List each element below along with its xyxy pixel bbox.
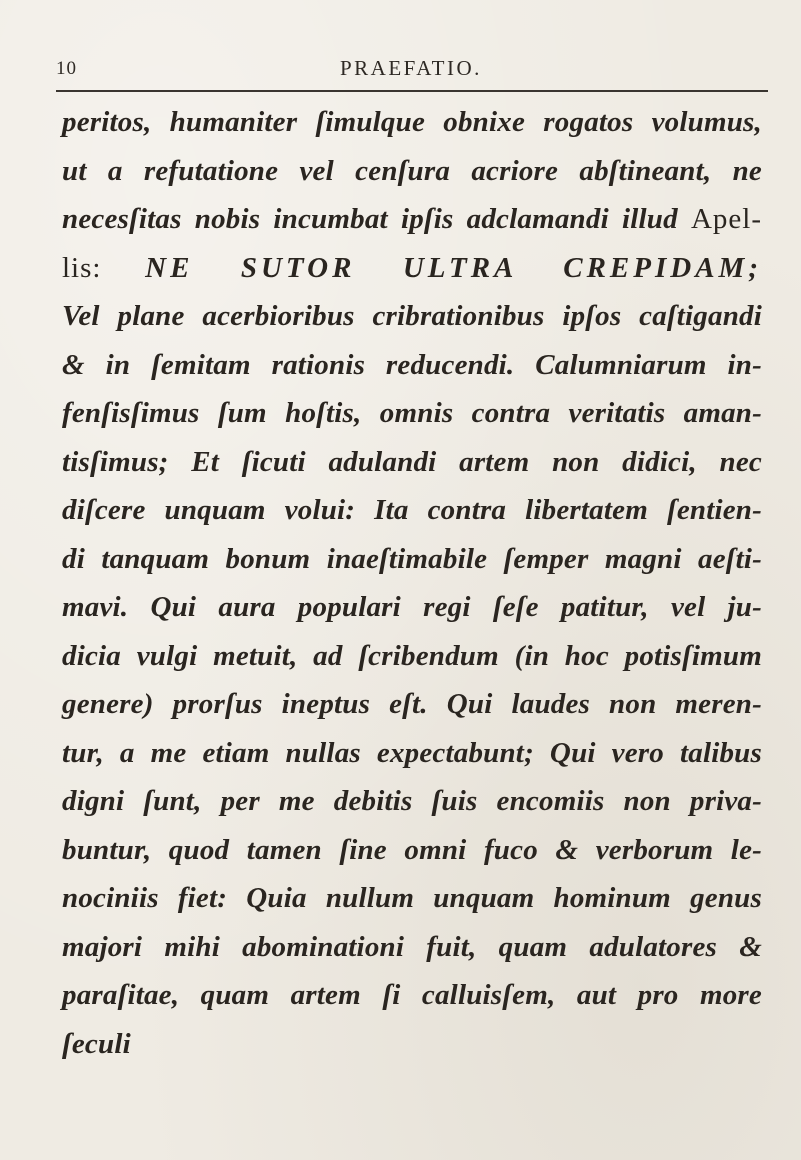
text-line: dicia vulgi metuit, ad ſcribendum (in hoc potisſimum: [62, 639, 762, 672]
page-number: 10: [56, 58, 77, 79]
text-line: majori mihi abominationi fuit, quam adulatores &: [62, 930, 762, 963]
text-line: fenſisſimus ſum hoſtis, omnis contra veritatis aman-: [62, 397, 762, 429]
proverb: NE SUTOR ULTRA CREPIDAM;: [145, 251, 762, 284]
text-line: peritos, humaniter ſimulque obnixe rogatos volumus,: [62, 106, 762, 138]
text-line: genere) prorſus ineptus eſt. Qui laudes non meren-: [62, 688, 762, 720]
text-line: ſeculi: [62, 1027, 131, 1060]
text-line: di tanquam bonum inaeſtimabile ſemper magni aeſti-: [62, 542, 762, 575]
body-text: [62, 98, 762, 1117]
header-rule: [56, 90, 768, 92]
roman-word: lis:: [62, 251, 102, 284]
text-line: nociniis fiet: Quia nullum unquam hominum genus: [62, 882, 762, 914]
text-line: tisſimus; Et ſicuti adulandi artem non didici, nec: [62, 445, 762, 478]
text-line: paraſitae, quam artem ſi calluisſem, aut pro more: [62, 979, 762, 1011]
text-line-part: necesſitas nobis incumbat ipſis adclamandi illud: [62, 203, 678, 235]
catchword: [62, 1068, 762, 1117]
text-line: [62, 244, 762, 293]
running-title: PRAEFATIO.: [340, 56, 482, 80]
text-line: [62, 195, 762, 244]
text-line: buntur, quod tamen ſine omni fuco & verborum le-: [62, 833, 762, 866]
text-line: mavi. Qui aura populari regi ſeſe patitur, vel ju-: [62, 591, 762, 623]
text-line: Vel plane acerbioribus cribrationibus ipſos caſtigandi: [62, 300, 762, 332]
text-line: ut a refutatione vel cenſura acriore abſtineant, ne: [62, 154, 762, 187]
text-line: tur, a me etiam nullas expectabunt; Qui vero talibus: [62, 736, 762, 769]
text-line: diſcere unquam volui: Ita contra libertatem ſentien-: [62, 494, 762, 526]
text-line: & in ſemitam rationis reducendi. Calumniarum in-: [62, 348, 762, 381]
roman-word: Apel-: [690, 203, 762, 235]
text-line: digni ſunt, per me debitis ſuis encomiis non priva-: [62, 785, 762, 817]
